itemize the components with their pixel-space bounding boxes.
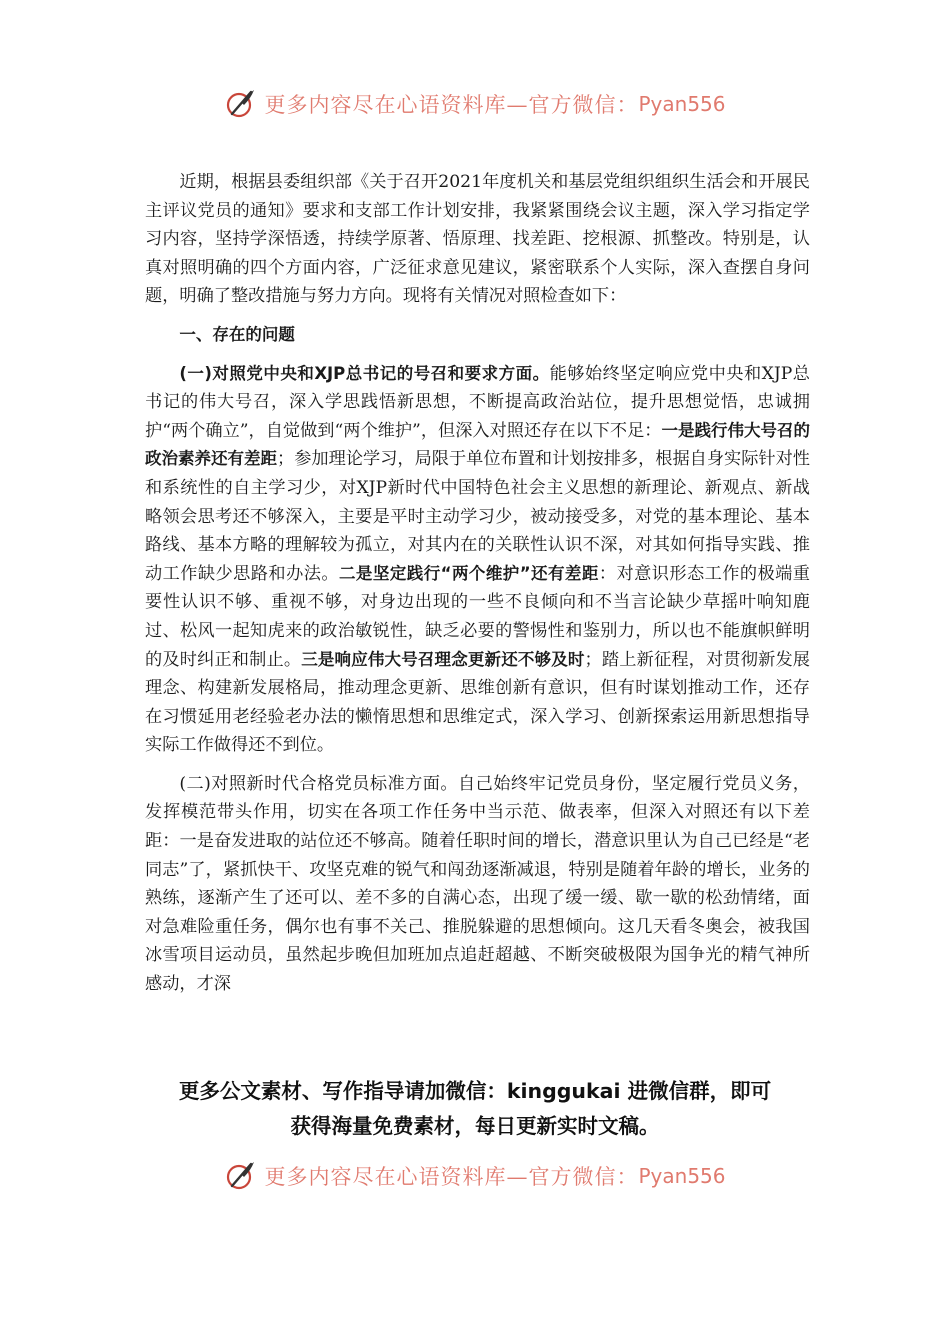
section1-text: 能够始终坚定响应党中央和XJP总书记的伟大号召，深入学思践悟新思想，不断提高政治站位，提升思想觉悟，忠诚拥护“两个确立”，自觉做到“两个维护”，但深入对照还存在以下不足：: [145, 363, 810, 441]
section1-paragraph: [145, 360, 810, 760]
footer-banner: [0, 1156, 950, 1196]
quill-logo-icon: [224, 1159, 258, 1193]
intro-paragraph: 近期，根据县委组织部《关于召开2021年度机关和基层党组织组织生活会和开展民主评议党员的通知》要求和支部工作计划安排，我紧紧围绕会议主题，深入学习指定学习内容，坚持学深悟透，持续学原著、悟原理、找差距、挖根源、抓整改。特别是，认真对照明确的四个方面内容，广泛征求意见建议，紧密联系个人实际，深入查摆自身问题，明确了整改措施与努力方向。现将有关情况对照检查如下：: [145, 172, 810, 307]
promo-line-1: 更多公文素材、写作指导请加微信：kinggukai 进微信群，即可: [178, 1079, 772, 1103]
footer-banner-text: 更多内容尽在心语资料库—官方微信：: [264, 1165, 639, 1189]
heading-problems: 一、存在的问题: [179, 324, 295, 344]
point3-text: ；踏上新征程，对贯彻新发展理念、构建新发展格局，推动理念更新、思维创新有意识，但有时谋划推动工作，还存在习惯延用老经验老办法的懒惰思想和思维定式，深入学习、创新探索运用新思想指导实际工作做得还不到位。: [145, 649, 810, 756]
promo-line-2: 获得海量免费素材，每日更新实时文稿。: [290, 1114, 660, 1138]
header-banner: [0, 84, 950, 124]
point2-text: ：对意识形态工作的极端重要性认识不够、重视不够，对身边出现的一些不良倾向和不当言论缺少草摇叶响知鹿过、松风一起知虎来的政治敏锐性，缺乏必要的警惕性和鉴别力，所以也不能旗帜鲜明的及时纠正和制止。: [145, 563, 810, 670]
quill-logo-icon: [224, 87, 258, 121]
section1-title: (一)对照党中央和XJP总书记的号召和要求方面。: [179, 363, 550, 383]
point1-title: 一是践行伟大号召的政治素养还有差距: [145, 420, 811, 469]
promo-notice: [120, 1074, 830, 1144]
point1-text: ；参加理论学习，局限于单位布置和计划按排多，根据自身实际针对性和系统性的自主学习少，对XJP新时代中国特色社会主义思想的新理论、新观点、新战略领会思考还不够深入，主要是平时主动学习少，被动接受多，对党的基本理论、基本路线、基本方略的理解较为孤立，对其内在的关联性认识不深，对其如何指导实践、推动工作缺少思路和办法。: [145, 449, 810, 584]
section2-paragraph: (二)对照新时代合格党员标准方面。自己始终牢记党员身份，坚定履行党员义务，发挥模范带头作用，切实在各项工作任务中当示范、做表率，但深入对照还有以下差距：一是奋发进取的站位还不够高。随着任职时间的增长，潜意识里认为自己已经是“老同志”了，紧抓快干、攻坚克难的锐气和闯劲逐渐减退，特别是随着年龄的增长，业务的熟练，逐渐产生了还可以、差不多的自满心态，出现了缓一缓、歇一歇的松劲情绪，面对急难险重任务，偶尔也有事不关己、推脱躲避的思想倾向。这几天看冬奥会，被我国冰雪项目运动员，虽然起步晚但加班加点追赶超越、不断突破极限为国争光的精气神所感动，才深: [145, 773, 810, 995]
header-banner-text: 更多内容尽在心语资料库—官方微信：: [264, 93, 639, 117]
document-body: [145, 168, 810, 999]
footer-wechat-id: Pyan556: [638, 1164, 726, 1188]
header-wechat-id: Pyan556: [638, 92, 726, 116]
point2-title: 二是坚定践行“两个维护”还有差距: [338, 563, 599, 583]
point3-title: 三是响应伟大号召理念更新还不够及时: [301, 649, 585, 669]
section-heading: [145, 321, 810, 350]
